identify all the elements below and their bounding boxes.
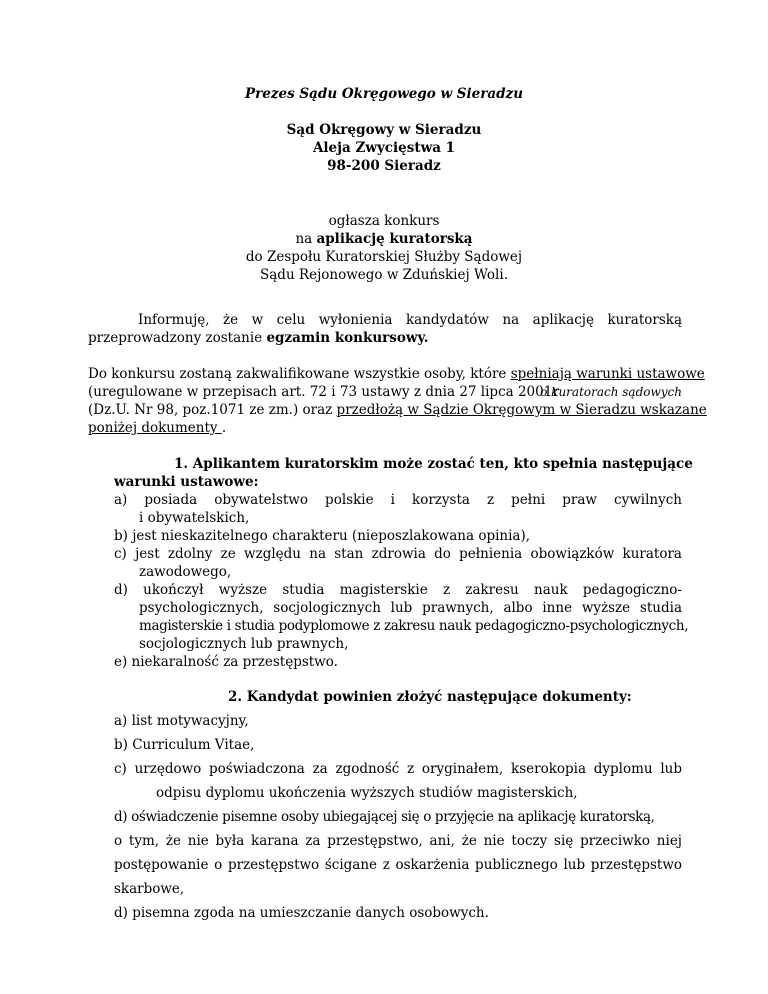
- section2-item-d-line3: postępowanie o przestępstwo ścigane z oskarżenia publicznego lub przestępstwo: [114, 857, 682, 873]
- section1-heading-line1: 1. Aplikantem kuratorskim może zostać ten, kto spełnia następujące: [174, 456, 693, 472]
- intro-line1: Informuję, że w celu wyłonienia kandydatów na aplikację kuratorską: [138, 312, 682, 328]
- qualify-line3: [88, 402, 707, 418]
- page-title: Prezes Sądu Okręgowego w Sieradzu: [244, 86, 524, 102]
- section1-item-d-line4: socjologicznych lub prawnych,: [139, 636, 349, 652]
- qualify-line3-underlined: przedłożą w Sądzie Okręgowym w Sieradzu wskazane: [336, 402, 707, 418]
- section1-item-a-line1: a) posiada obywatelstwo polskie i korzysta z pełni praw cywilnych: [114, 492, 682, 508]
- qualify-line1: [88, 366, 705, 382]
- section2-item-d-line4: skarbowe,: [114, 881, 185, 897]
- section2-item-c-line2: odpisu dyplomu ukończenia wyższych studiów magisterskich,: [156, 785, 578, 801]
- section2-item-d-line1: d) oświadczenie pisemne osoby ubiegającej się o przyjęcie na aplikację kuratorską,: [114, 809, 655, 825]
- section2-item-d-last: d) pisemna zgoda na umieszczanie danych osobowych.: [114, 905, 489, 921]
- qualify-line4-underlined: poniżej dokumenty: [88, 420, 222, 436]
- court-street: Aleja Zwycięstwa 1: [312, 140, 456, 156]
- announcement-line2-bold: aplikację kuratorską: [316, 231, 473, 247]
- intro-line2-bold: egzamin konkursowy.: [266, 330, 429, 346]
- section1-item-c-line1: c) jest zdolny ze względu na stan zdrowia do pełnienia obowiązków kuratora: [114, 546, 682, 562]
- section1-item-d-line3: magisterskie i studia podyplomowe z zakresu nauk pedagogiczno-psychologicznych,: [139, 618, 689, 634]
- announcement-line2: [0, 231, 768, 247]
- qualify-line3-text: (Dz.U. Nr 98, poz.1071 ze zm.) oraz: [88, 402, 337, 418]
- intro-line2: [88, 330, 429, 346]
- qualify-line2-italic: o kuratorach sądowych: [540, 385, 682, 399]
- qualify-line1-underlined: spełniają warunki ustawowe: [510, 366, 705, 382]
- qualify-line4: [88, 420, 226, 436]
- announcement-line2-prefix: na: [295, 231, 317, 247]
- section1-item-d-line2: psychologicznych, socjologicznych lub prawnych, albo inne wyższe studia: [139, 600, 682, 616]
- section1-item-b: b) jest nieskazitelnego charakteru (nieposzlakowana opinia),: [114, 528, 531, 544]
- section2-item-d-line2: o tym, że nie była karana za przestępstwo, ani, że nie toczy się przeciwko niej: [114, 833, 682, 849]
- section2-item-a: a) list motywacyjny,: [114, 713, 249, 729]
- qualify-line1-text: Do konkursu zostaną zakwalifikowane wszystkie osoby, które: [88, 366, 511, 382]
- announcement-line4: Sądu Rejonowego w Zduńskiej Woli.: [260, 267, 508, 283]
- section2-item-c-line1: c) urzędowo poświadczona za zgodność z oryginałem, kserokopia dyplomu lub: [114, 761, 682, 777]
- section1-item-a-line2: i obywatelskich,: [139, 510, 250, 526]
- qualify-line2-text: (uregulowane w przepisach art. 72 i 73 ustawy z dnia 27 lipca 2001r: [88, 384, 559, 400]
- section1-item-e: e) niekaralność za przestępstwo.: [114, 654, 338, 670]
- section1-item-c-line2: zawodowego,: [139, 564, 232, 580]
- intro-line2-prefix: przeprowadzony zostanie: [88, 330, 267, 346]
- court-city: 98-200 Sieradz: [327, 158, 441, 174]
- announcement-line1: ogłasza konkurs: [328, 213, 440, 229]
- section2-heading: 2. Kandydat powinien złożyć następujące dokumenty:: [228, 689, 632, 705]
- section2-item-b: b) Curriculum Vitae,: [114, 737, 255, 753]
- qualify-line4-end: .: [221, 420, 227, 436]
- qualify-line2: [88, 384, 682, 400]
- court-name: Sąd Okręgowy w Sieradzu: [286, 122, 482, 138]
- section1-item-d-line1: d) ukończył wyższe studia magisterskie z zakresu nauk pedagogiczno-: [114, 582, 682, 598]
- announcement-line3: do Zespołu Kuratorskiej Służby Sądowej: [245, 249, 523, 265]
- section1-heading-line2: warunki ustawowe:: [114, 474, 259, 490]
